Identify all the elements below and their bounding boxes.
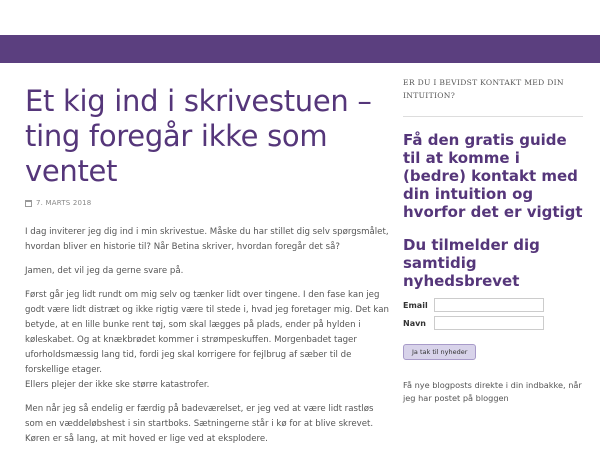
post-paragraph: I dag inviterer jeg dig ind i min skrivestue. Måske du har stillet dig selv spørgsmålet, hvordan bliver en historie til? Når Betina skriver, hvordan foregår det så? xyxy=(25,227,389,252)
sidebar-info-text: Få nye blogposts direkte i din indbakke, når jeg har postet på bloggen xyxy=(403,380,582,403)
post-article xyxy=(25,84,390,456)
name-row xyxy=(403,316,583,330)
signup-title: Du tilmelder dig samtidig nyhedsbrevet xyxy=(403,236,540,290)
post-paragraph xyxy=(25,288,390,378)
post-paragraph: Jamen, det vil jeg da gerne svare på. xyxy=(25,266,184,276)
post-paragraph: Men når jeg så endelig er færdig på badeværelset, er jeg ved at være lidt rastløs som en væddeløbshest i sin startboks. Sætningerne står i kø for at blive skrevet. Køren er så lang, at mit hoved er lige ved at eksplodere. xyxy=(25,404,374,444)
email-row xyxy=(403,298,583,312)
calendar-icon xyxy=(25,200,32,207)
email-label: Email xyxy=(403,300,428,310)
post-title[interactable]: Et kig ind i skrivestuen – ting foregår ikke som ventet xyxy=(25,84,372,188)
guide-title: Få den gratis guide til at komme i (bedre) kontakt med din intuition og hvorfor det er vigtigt xyxy=(403,131,583,221)
email-field[interactable] xyxy=(434,298,544,312)
post-date[interactable]: 7. MARTS 2018 xyxy=(36,199,92,207)
post-meta xyxy=(25,199,390,207)
post-content xyxy=(25,225,390,447)
post-paragraph-text: Først går jeg lidt rundt om mig selv og tænker lidt over tingene. I den fase kan jeg godt være lidt distræt og ikke rigtig være til stede i, hvad jeg foretager mig. Det kan betyde, at en lille bunke rent tøj, som skal lægges på plads, ender på hylden i køleskabet. Og at knækbrødet kommer i strømpeskuffen. Morgenbadet tager uforholdsmæssig lang tid, fordi jeg skal korrigere for fejlbrug af sæber til de forskellige etager. xyxy=(25,290,389,375)
subscribe-button[interactable]: Ja tak til nyheder xyxy=(403,344,476,360)
name-field[interactable] xyxy=(434,316,544,330)
name-label: Navn xyxy=(403,318,427,328)
post-paragraph: Ellers plejer der ikke ske større katastrofer. xyxy=(25,380,210,390)
sidebar xyxy=(403,76,583,405)
sidebar-divider xyxy=(403,116,583,117)
sidebar-heading: ER DU I BEVIDST KONTAKT MED DIN INTUITION? xyxy=(403,78,564,100)
top-navigation-bar xyxy=(0,35,600,63)
